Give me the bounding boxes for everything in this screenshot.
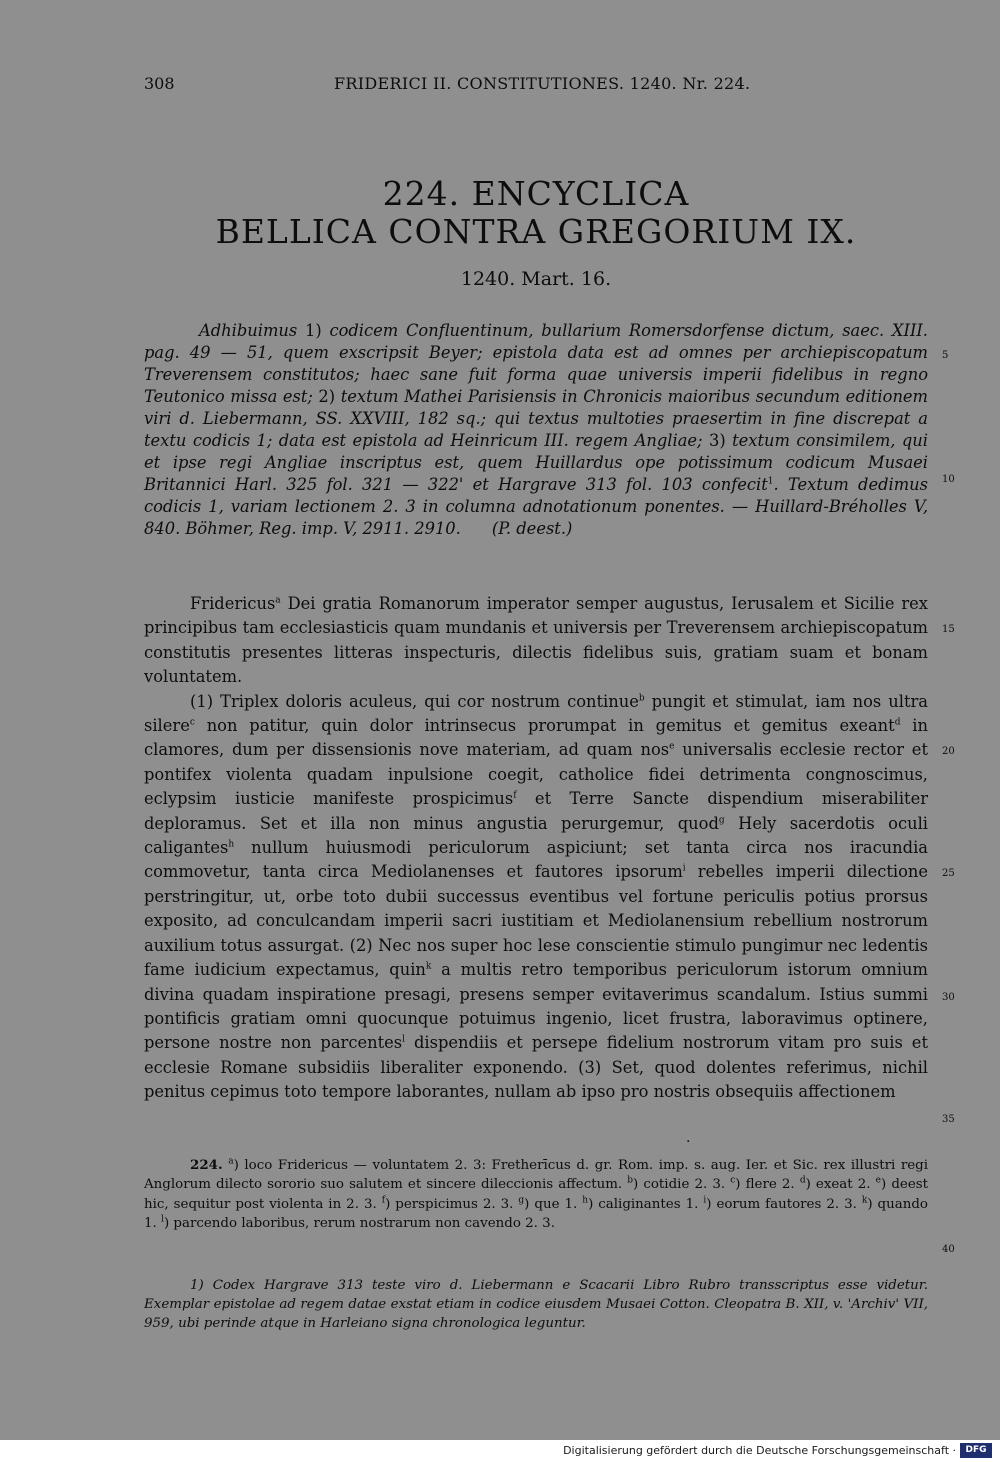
footnote-marker: a: [228, 1156, 234, 1167]
footnote-marker: b: [638, 693, 645, 704]
footnote-marker: e: [875, 1175, 881, 1186]
footnote-marker: f: [381, 1195, 386, 1206]
footnote-marker: h: [582, 1195, 589, 1206]
line-number: 5: [942, 350, 949, 361]
body-paragraph: (1) Triplex doloris aculeus, qui cor nostrum continue$^b$ pungit et stimulat, iam nos ultra silere$^c$ non patitur, quin dolor intrinsecus prorumpat in gemitus et gemitus exeant$^d$ in clamores, dum per dissensionis nove materiam, ad quam nos$^e$ universalis ecclesie rector et pontifex violenta quadam inpulsione coegit, catholice fidei detrimenta congnoscimus, eclypsim iusticie manifeste prospicimus$^f$ et Terre Sancte dispendium miserabiliter deploramus. Set et illa non minus angustia perurgemur, quod$^g$ Hely sacerdotis oculi caligantes$^h$ nullum huiusmodi periculorum aspiciunt; set tanta circa nos iracundia commovetur, tanta circa Mediolanenses et fautores ipsorum$^i$ rebelles imperii dilectione perstringitur, ut, orbe toto dubii successus eventibus vel fortune periculis potius prorsus exposito, ad conculcandam imperii sacri iustitiam et Mediolanensium rebellium nostrorum auxilium totus assurgat. (2) Nec nos super hoc lese conscientie stimulo pungimur nec ledentis fame iudicium expectamus, quin$^k$ a multis retro temporibus periculorum istorum omnium divina quadam inspiratione presagi, presens semper evitaverimus scandalum. Istius summi pontificis gratiam omni quocunque potuimus ingenio, licet frustra, laboravimus optinere, persone nostre non parcentes$^l$ dispendiis et persepe fidelium nostrorum vitam pro suis et ecclesie Romane subsidiis liberaliter exponendo. (3) Set, quod dolentes referimus, nichil penitus cepimus toto tempore laborantes, nullam ab ipso pro nostris obsequiis affectionem: [144, 691, 929, 1102]
footnote-marker: d: [894, 717, 901, 728]
document-title: [144, 175, 928, 251]
footnote: [144, 1276, 928, 1333]
footnote-marker: a: [275, 595, 281, 606]
footnote-marker: f: [513, 790, 517, 801]
main-text: [144, 592, 928, 1105]
apparatus-text: $^a$) loco Fridericus — voluntatem 2. 3: Fretherīcus d. gr. Rom. imp. s. aug. Ier. et Sic. rex illustri regi Anglorum dilecto sororio suo salutem et sincere dileccionis affectum. $^b$) cotidie 2. 3. $^c$) flere 2. $^d$) exeat 2. $^e$) deest hic, sequitur post violenta in 2. 3. $^f$) perspicimus 2. 3. $^g$) que 1. $^h$) caliginantes 1. $^i$) eorum fautores 2. 3. $^k$) quando 1. $^l$) parcendo laboribus, rerum nostrarum non cavendo 2. 3.: [144, 1156, 929, 1231]
line-number: 25: [942, 868, 955, 879]
funding-banner: [0, 1440, 1000, 1462]
separator-mark: ·: [686, 1134, 691, 1150]
salutation-paragraph: Fridericus$^a$ Dei gratia Romanorum imperator semper augustus, Ierusalem et Sicilie rex principibus tam ecclesiasticis quam mundanis et universis per Treverensem archiepiscopatum constitutis presentes litteras inspecturis, dilectis fidelibus suis, gratiam suam et bonam voluntatem.: [144, 594, 928, 687]
document-date: 1240. Mart. 16.: [460, 268, 612, 290]
line-number: 10: [942, 474, 955, 485]
footnote-text: 1) Codex Hargrave 313 teste viro d. Liebermann e Scacarii Libro Rubro transscriptus esse videtur. Exemplar epistolae ad regem datae exstat etiam in codice eiusdem Musaei Cotton. Cleopatra B. XII, v. 'Archiv' VII, 959, ubi perinde atque in Harleiano signa chronologica leguntur.: [144, 1278, 928, 1331]
line-number: 40: [942, 1244, 955, 1255]
footnote-marker: i: [703, 1195, 707, 1206]
footnote-marker: k: [425, 961, 432, 972]
dfg-logo: DFG: [960, 1443, 992, 1458]
title-line-2: BELLICA CONTRA GREGORIUM IX.: [215, 212, 857, 251]
line-number: 35: [942, 1114, 955, 1125]
footnote-marker: b: [627, 1175, 634, 1186]
line-number: 30: [942, 992, 955, 1003]
footnote-marker: h: [228, 839, 235, 850]
running-title: FRIDERICI II. CONSTITUTIONES. 1240. Nr. 224.: [334, 74, 751, 93]
footnote-marker: d: [799, 1175, 806, 1186]
footnote-marker: i: [682, 864, 686, 875]
page-number: 308: [144, 74, 175, 93]
source-note: (P. deest.): [491, 519, 573, 538]
footnote-marker: c: [189, 717, 195, 728]
funding-text: Digitalisierung gefördert durch die Deutsche Forschungsgemeinschaft ·: [563, 1444, 956, 1457]
footnote-marker: g: [518, 1195, 525, 1206]
editorial-introduction: Adhibuimus 1) codicem Confluentinum, bullarium Romersdorfense dictum, saec. XIII. pag. 49 — 51, quem exscripsit Beyer; epistola data est ad omnes per archiepiscopatum Treverensem constitutos; haec sane fuit forma quae universis imperii fidelibus in regno Teutonico missa est; 2) textum Mathei Parisiensis in Chronicis maioribus secundum editionem viri d. Liebermann, SS. XXVIII, 182 sq.; qui textus multoties praesertim in fine discrepat a textu codicis 1; data est epistola ad Heinricum III. regem Angliae; 3) textum consimilem, qui et ipse regi Angliae inscriptus est, quem Huillardus ope potissimum codicum Musaei Britannici Harl. 325 fol. 321 — 322' et Hargrave 313 fol. 103 confecit$^1$. Textum dedimus codicis 1, variam lectionem 2. 3 in columna adnotationum ponentes. — Huillard-Bréholles V, 840. Böhmer, Reg. imp. V, 2911. 2910. (P. deest.): [144, 321, 928, 538]
title-line-1: 224. ENCYCLICA: [382, 174, 690, 213]
footnote-marker: l: [402, 1034, 405, 1045]
footnote-marker: l: [161, 1214, 164, 1225]
footnote-marker: e: [669, 742, 675, 753]
critical-apparatus: [144, 1156, 928, 1233]
footnote-marker: k: [861, 1195, 868, 1206]
line-number: 15: [942, 624, 955, 635]
apparatus-number: 224.: [190, 1157, 223, 1173]
footnote-marker: c: [730, 1175, 736, 1186]
line-number: 20: [942, 746, 955, 757]
footnote-marker: g: [718, 815, 725, 826]
